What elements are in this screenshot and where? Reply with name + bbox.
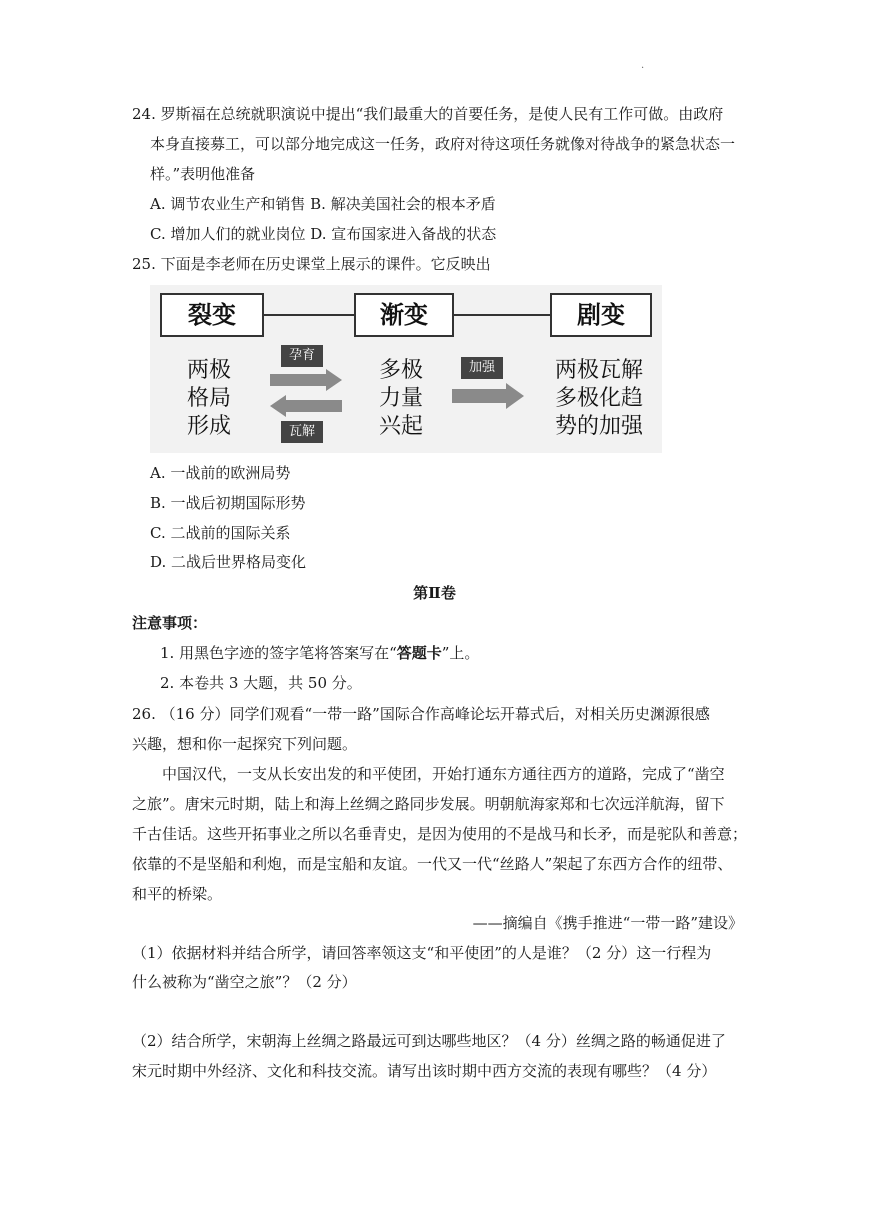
q25-option-b: B. 一战后初期国际形势 — [150, 494, 306, 512]
q25-option-d: D. 二战后世界格局变化 — [150, 553, 307, 571]
tag-disintegrate: 瓦解 — [281, 421, 323, 443]
tag-strengthen: 加强 — [461, 357, 503, 379]
page-mark: . — [641, 60, 645, 71]
box-fission: 裂变 — [160, 293, 264, 337]
col1-text — [174, 357, 244, 441]
tag-nurture: 孕育 — [281, 345, 323, 367]
col2-line1: 多极 — [378, 358, 423, 383]
q25-option-a: A. 一战前的欧洲局势 — [150, 464, 291, 482]
q26-material-line3: 千古佳话。这些开拓事业之所以名垂青史，是因为使用的不是战马和长矛，而是驼队和善意； — [132, 825, 748, 843]
q26-stem-line1: 26. （16 分）同学们观看“一带一路”国际合作高峰论坛开幕式后，对相关历史渊源很感 — [132, 705, 710, 723]
courseware-diagram — [150, 285, 662, 453]
q26-source: ——摘编自《携手推进“一带一路”建设》 — [472, 914, 743, 932]
q26-stem-line2: 兴趣，想和你一起探究下列问题。 — [132, 735, 358, 753]
col1-line2: 格局 — [186, 386, 231, 411]
q25-stem: 25. 下面是李老师在历史课堂上展示的课件。它反映出 — [132, 255, 491, 273]
q24-stem-line2: 本身直接募工，可以部分地完成这一任务，政府对待这项任务就像对待战争的紧急状态一 — [150, 135, 736, 153]
notice-item-2: 2. 本卷共 3 大题，共 50 分。 — [160, 674, 362, 692]
q26-material-line4: 依靠的不是坚船和利炮，而是宝船和友谊。一代又一代“丝路人”架起了东西方合作的纽带、 — [132, 855, 733, 873]
q26-material-line1: 中国汉代，一支从长安出发的和平使团，开始打通东方通往西方的道路，完成了“凿空 — [162, 765, 725, 783]
col3-text — [546, 357, 652, 441]
col2-line3: 兴起 — [378, 414, 423, 439]
q25-option-c: C. 二战前的国际关系 — [150, 524, 291, 542]
col2-line2: 力量 — [378, 386, 423, 411]
q24-options-line2: C. 增加人们的就业岗位 D. 宣布国家进入备战的状态 — [150, 225, 497, 243]
notice-1-post: ”上。 — [441, 644, 480, 662]
col3-line2: 多极化趋 — [554, 386, 643, 411]
connector-line-2 — [454, 314, 550, 316]
q26-material-line2: 之旅”。唐宋元时期，陆上和海上丝绸之路同步发展。明朝航海家郑和七次远洋航海，留下 — [132, 795, 725, 813]
connector-line-1 — [264, 314, 354, 316]
q26-sub2-line1: （2）结合所学，宋朝海上丝绸之路最远可到达哪些地区？（4 分）丝绸之路的畅通促进了 — [132, 1032, 726, 1050]
q24-stem-line3: 样。”表明他准备 — [150, 165, 256, 183]
col2-text — [366, 357, 436, 441]
q26-material-line5: 和平的桥梁。 — [132, 885, 223, 903]
notice-1-bold: 答题卡 — [396, 644, 442, 662]
right-arrow-icon — [270, 369, 344, 391]
box-drastic: 剧变 — [550, 293, 652, 337]
col1-line3: 形成 — [186, 414, 231, 439]
section-title: 第Ⅱ卷 — [413, 584, 456, 602]
right-arrow-icon — [452, 383, 526, 409]
notice-title: 注意事项： — [132, 614, 208, 632]
q26-sub2-line2: 宋元时期中外经济、文化和科技交流。请写出该时期中西方交流的表现有哪些？（4 分） — [132, 1062, 717, 1080]
left-arrow-icon — [270, 395, 344, 417]
q24-options-line1: A. 调节农业生产和销售 B. 解决美国社会的根本矛盾 — [150, 195, 496, 213]
q26-sub1-line1: （1）依据材料并结合所学，请回答率领这支“和平使团”的人是谁？（2 分）这一行程为 — [132, 944, 712, 962]
col3-line1: 两极瓦解 — [554, 358, 643, 383]
box-gradual: 渐变 — [354, 293, 454, 337]
q26-sub1-line2: 什么被称为“凿空之旅”？（2 分） — [132, 973, 357, 991]
col3-line3: 势的加强 — [554, 414, 643, 439]
notice-1-pre: 1. 用黑色字迹的签字笔将答案写在“ — [160, 644, 397, 662]
notice-item-1 — [160, 643, 479, 663]
q24-stem-line1: 24. 罗斯福在总统就职演说中提出“我们最重大的首要任务，是使人民有工作可做。由政府 — [132, 105, 724, 123]
col1-line1: 两极 — [186, 358, 231, 383]
